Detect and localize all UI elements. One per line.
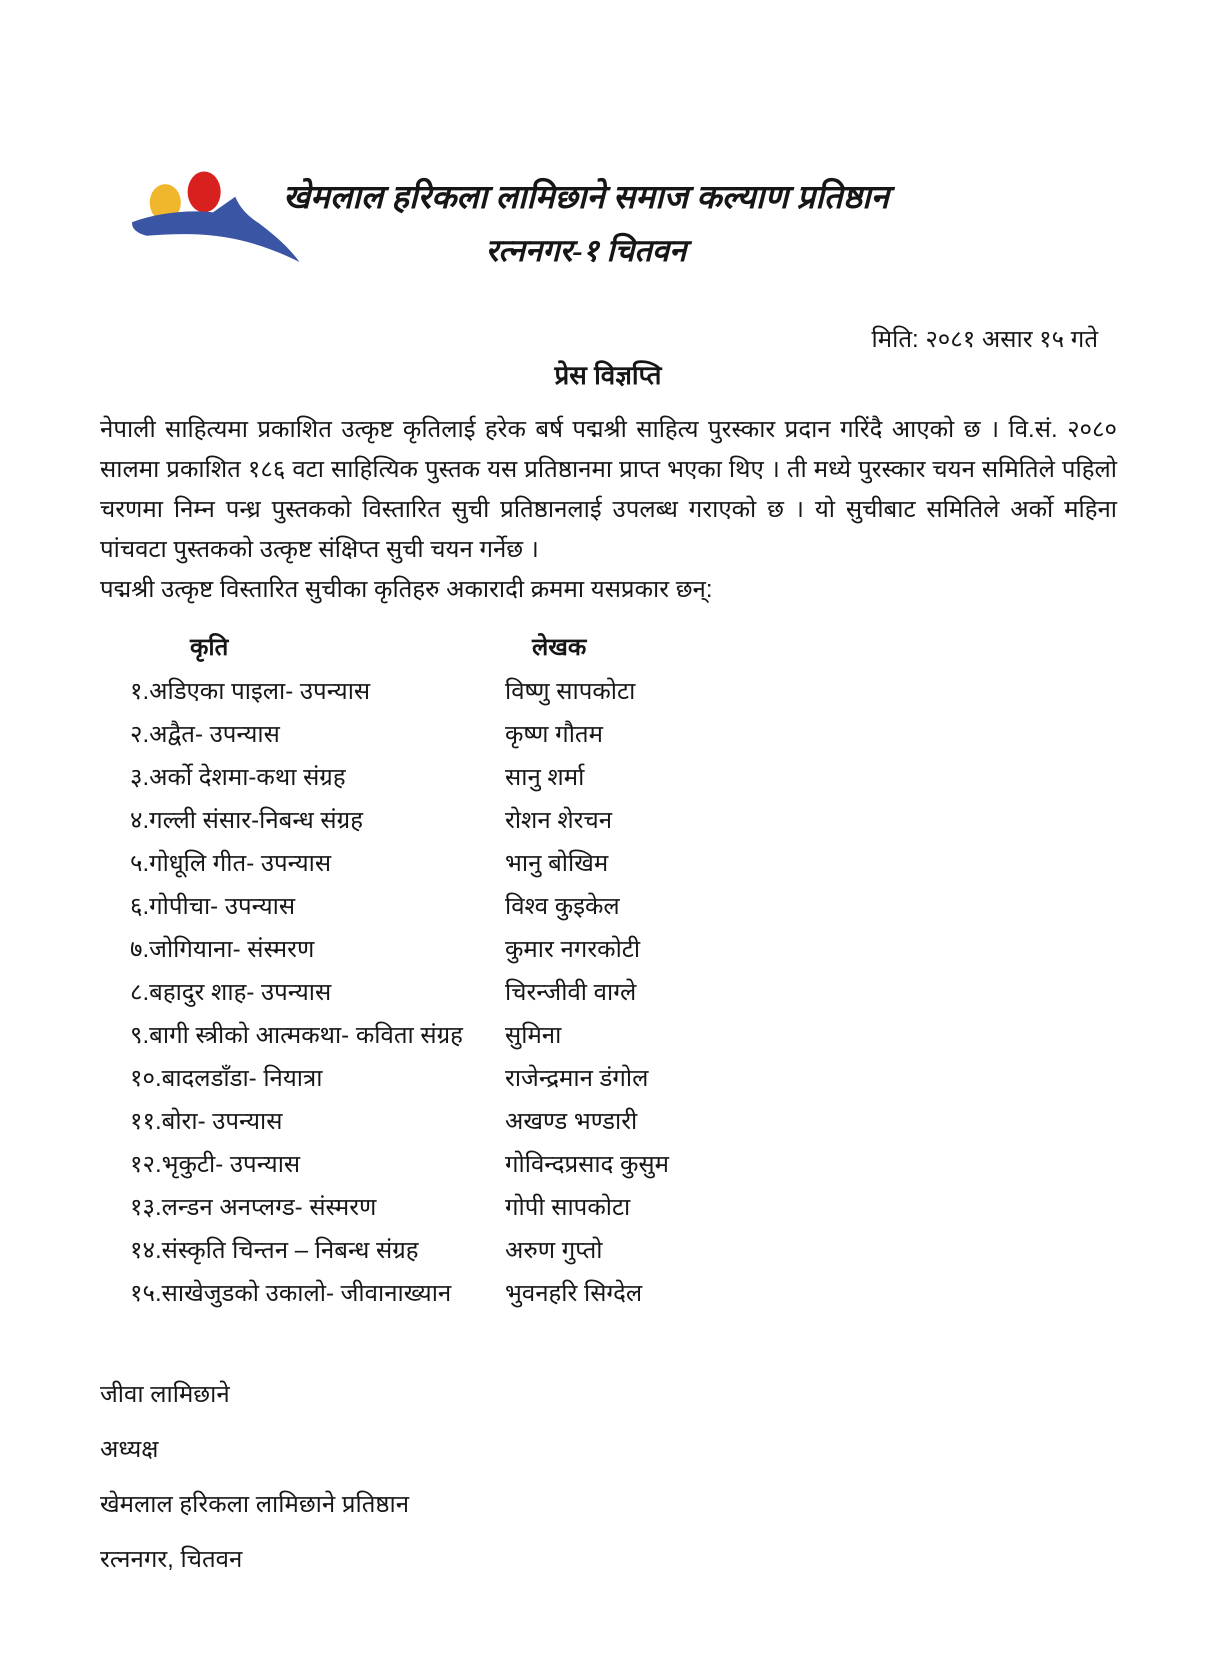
book-list xyxy=(100,626,1117,1315)
book-author: रोशन शेरचन xyxy=(505,807,613,834)
book-author: विश्व कुइकेल xyxy=(505,893,620,920)
book-row xyxy=(100,1057,1117,1100)
column-header-author: लेखक xyxy=(532,634,587,661)
signatory-location: रत्ननगर, चितवन xyxy=(100,1546,243,1573)
logo-red-dot-icon xyxy=(188,172,221,213)
book-author: अरुण गुप्तो xyxy=(505,1237,603,1264)
book-row xyxy=(100,842,1117,885)
book-author: राजेन्द्रमान डंगोल xyxy=(505,1065,649,1092)
book-author: कृष्ण गौतम xyxy=(505,721,603,748)
book-title: ३.अर्को देशमा-कथा संग्रह xyxy=(130,764,346,791)
book-author: भुवनहरि सिग्देल xyxy=(505,1280,643,1307)
book-row xyxy=(100,1143,1117,1186)
book-row xyxy=(100,756,1117,799)
book-title: ६.गोपीचा- उपन्यास xyxy=(130,893,296,920)
document-title: प्रेस विज्ञप्ति xyxy=(554,360,662,390)
book-title: ५.गोधूलि गीत- उपन्यास xyxy=(130,850,332,877)
book-author: कुमार नगरकोटी xyxy=(505,936,641,963)
book-author: भानु बोखिम xyxy=(505,850,609,877)
book-title: ७.जोगियाना- संस्मरण xyxy=(130,936,315,963)
letterhead xyxy=(252,176,920,272)
book-row xyxy=(100,1272,1117,1315)
document-body xyxy=(100,410,1117,1587)
book-title: १२.भृकुटी- उपन्यास xyxy=(130,1151,301,1178)
book-row xyxy=(100,1014,1117,1057)
book-title: ११.बोरा- उपन्यास xyxy=(130,1108,283,1135)
book-author: अखण्ड भण्डारी xyxy=(505,1108,638,1135)
book-row xyxy=(100,885,1117,928)
signatory-name: जीवा लामिछाने xyxy=(100,1381,230,1408)
book-row xyxy=(100,713,1117,756)
book-row xyxy=(100,670,1117,713)
column-header-title: कृति xyxy=(190,634,229,661)
book-author: सुमिना xyxy=(505,1022,562,1049)
book-title: १.अडिएका पाइला- उपन्यास xyxy=(130,678,371,705)
book-title: ४.गल्ली संसार-निबन्ध संग्रह xyxy=(130,807,363,834)
book-title: १३.लन्डन अनप्लग्ड- संस्मरण xyxy=(130,1194,377,1221)
book-title: १४.संस्कृति चिन्तन – निबन्ध संग्रह xyxy=(130,1237,419,1264)
list-intro-line: पद्मश्री उत्कृष्ट विस्तारित सुचीका कृतिहरु अकारादी क्रममा यसप्रकार छन्: xyxy=(100,576,713,603)
book-row xyxy=(100,799,1117,842)
book-author: सानु शर्मा xyxy=(505,764,585,791)
signature-block xyxy=(100,1367,1117,1587)
date-line: मिति: २०८१ असार १५ गते xyxy=(871,326,1098,353)
book-row xyxy=(100,971,1117,1014)
book-row xyxy=(100,928,1117,971)
organization-name: खेमलाल हरिकला लामिछाने समाज कल्याण प्रतिष्ठान xyxy=(283,180,889,216)
book-row xyxy=(100,1100,1117,1143)
book-author: गोविन्दप्रसाद कुसुम xyxy=(505,1151,669,1178)
book-author: विष्णु सापकोटा xyxy=(505,678,636,705)
book-list-header xyxy=(100,626,1117,670)
book-title: २.अद्वैत- उपन्यास xyxy=(130,721,280,748)
book-title: ९.बागी स्त्रीको आत्मकथा- कविता संग्रह xyxy=(130,1022,463,1049)
book-row xyxy=(100,1186,1117,1229)
book-title: ८.बहादुर शाह- उपन्यास xyxy=(130,979,332,1006)
book-title: १०.बादलडाँडा- नियात्रा xyxy=(130,1065,323,1092)
book-author: गोपी सापकोटा xyxy=(505,1194,631,1221)
book-row xyxy=(100,1229,1117,1272)
book-author: चिरन्जीवी वाग्ले xyxy=(505,979,637,1006)
signatory-organization: खेमलाल हरिकला लामिछाने प्रतिष्ठान xyxy=(100,1491,410,1518)
organization-address: रत्ननगर-१ चितवन xyxy=(485,233,687,268)
signatory-designation: अध्यक्ष xyxy=(100,1436,159,1463)
book-title: १५.साखेजुडको उकालो- जीवानाख्यान xyxy=(130,1280,452,1307)
body-paragraph: नेपाली साहित्यमा प्रकाशित उत्कृष्ट कृतिलाई हरेक बर्ष पद्मश्री साहित्य पुरस्कार प्रदान गरिंदै आएको छ । वि.सं. २०८० सालमा प्रकाशित १८६ वटा साहित्यिक पुस्तक यस प्रतिष्ठानमा प्राप्त भएका थिए । ती मध्ये पुरस्कार चयन समितिले पहिलो चरणमा निम्न पन्ध्र पुस्तकको विस्तारित सुची प्रतिष्ठानलाई उपलब्ध गराएको छ । यो सुचीबाट समितिले अर्को महिना पांचवटा पुस्तकको उत्कृष्ट संक्षिप्त सुची चयन गर्नेछ । xyxy=(100,416,1117,563)
